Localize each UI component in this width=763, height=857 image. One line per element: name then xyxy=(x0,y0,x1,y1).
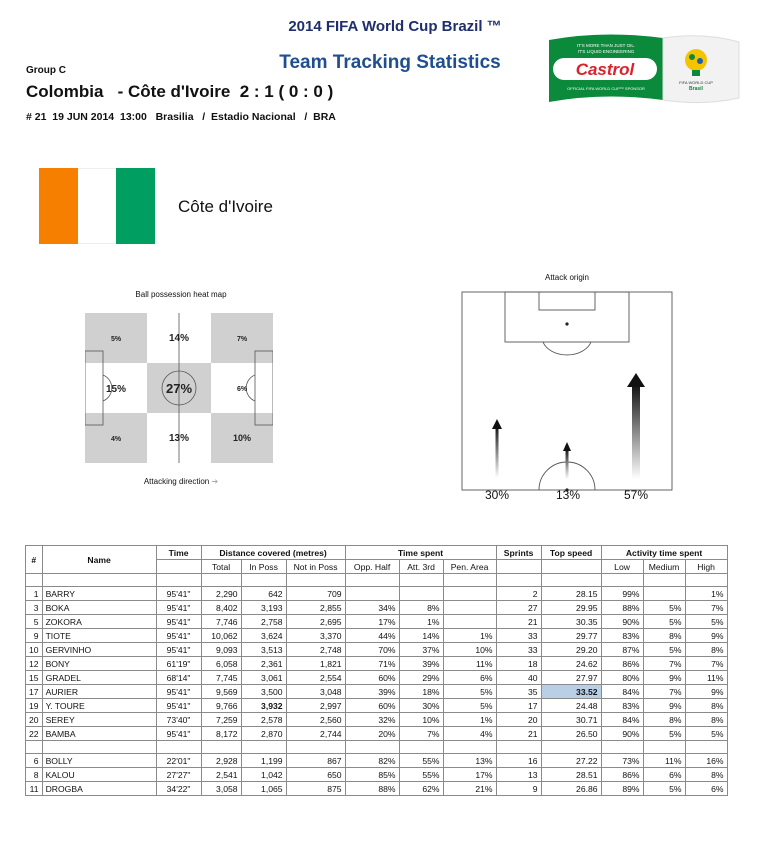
cell-not-in-poss: 2,695 xyxy=(286,615,345,629)
cell-in-poss: 2,870 xyxy=(241,727,286,741)
possession-heatmap xyxy=(85,313,273,463)
cell-name: AURIER xyxy=(42,685,156,699)
cell-att-3rd: 10% xyxy=(399,713,443,727)
cell-high: 8% xyxy=(685,643,727,657)
cell-in-poss: 3,193 xyxy=(241,601,286,615)
cell-low: 86% xyxy=(601,768,643,782)
cell-num: 20 xyxy=(26,713,43,727)
cell-sprints: 21 xyxy=(496,615,541,629)
cell-pen-area: 1% xyxy=(443,713,496,727)
cell-opp-half: 70% xyxy=(345,643,399,657)
cell-opp-half: 44% xyxy=(345,629,399,643)
cell-name: BONY xyxy=(42,657,156,671)
cell-name: BOKA xyxy=(42,601,156,615)
cell-pen-area: 21% xyxy=(443,782,496,796)
col-name: Name xyxy=(42,546,156,574)
cell-name: KALOU xyxy=(42,768,156,782)
player-stats-table xyxy=(25,545,728,796)
col-high: High xyxy=(685,560,727,574)
cell-top-speed: 29.77 xyxy=(541,629,601,643)
cell-name: Y. TOURE xyxy=(42,699,156,713)
cell-not-in-poss: 875 xyxy=(286,782,345,796)
cell-total: 3,058 xyxy=(201,782,241,796)
attack-arrow-left xyxy=(492,419,502,478)
table-row xyxy=(26,699,728,713)
cell-in-poss: 3,061 xyxy=(241,671,286,685)
cell-num: 3 xyxy=(26,601,43,615)
cell-name: TIOTE xyxy=(42,629,156,643)
cell-time: 95'41" xyxy=(156,727,201,741)
cell-name: DROGBA xyxy=(42,782,156,796)
cell-in-poss: 3,513 xyxy=(241,643,286,657)
cell-not-in-poss: 650 xyxy=(286,768,345,782)
cell-pen-area: 6% xyxy=(443,671,496,685)
heatmap-cell-bot-left: 4% xyxy=(110,436,122,443)
cell-num: 15 xyxy=(26,671,43,685)
cell-medium: 11% xyxy=(643,754,685,768)
cell-total: 2,541 xyxy=(201,768,241,782)
cell-name: BARRY xyxy=(42,587,156,601)
cell-medium: 5% xyxy=(643,782,685,796)
cell-opp-half: 20% xyxy=(345,727,399,741)
cell-medium: 9% xyxy=(643,699,685,713)
col-num: # xyxy=(26,546,43,574)
team-name: Côte d'Ivoire xyxy=(178,197,273,216)
cell-top-speed: 30.35 xyxy=(541,615,601,629)
cell-medium: 8% xyxy=(643,629,685,643)
cell-in-poss: 3,932 xyxy=(241,699,286,713)
col-time: Time xyxy=(156,546,201,560)
cell-in-poss: 2,758 xyxy=(241,615,286,629)
attack-origin-pitch xyxy=(461,291,673,491)
table-row xyxy=(26,657,728,671)
heatmap-cell-center: 27% xyxy=(165,381,193,396)
cell-opp-half: 85% xyxy=(345,768,399,782)
cell-top-speed: 24.48 xyxy=(541,699,601,713)
cell-total: 7,745 xyxy=(201,671,241,685)
match-meta: # 21 19 JUN 2014 13:00 Brasilia / Estadio Nacional / BRA xyxy=(26,111,336,123)
cell-high: 9% xyxy=(685,629,727,643)
cell-opp-half: 71% xyxy=(345,657,399,671)
cell-opp-half: 39% xyxy=(345,685,399,699)
cell-num: 8 xyxy=(26,768,43,782)
cell-name: BOLLY xyxy=(42,754,156,768)
cell-total: 8,172 xyxy=(201,727,241,741)
cell-sprints: 17 xyxy=(496,699,541,713)
cell-total: 2,928 xyxy=(201,754,241,768)
svg-text:Brasil: Brasil xyxy=(689,86,703,92)
table-row xyxy=(26,671,728,685)
cell-medium: 8% xyxy=(643,713,685,727)
cell-low: 99% xyxy=(601,587,643,601)
cell-sprints: 33 xyxy=(496,643,541,657)
cell-time: 95'41" xyxy=(156,587,201,601)
cell-time: 95'41" xyxy=(156,643,201,657)
cell-low: 84% xyxy=(601,685,643,699)
cell-in-poss: 642 xyxy=(241,587,286,601)
cell-num: 19 xyxy=(26,699,43,713)
cell-name: GERVINHO xyxy=(42,643,156,657)
cell-total: 10,062 xyxy=(201,629,241,643)
cell-opp-half: 60% xyxy=(345,699,399,713)
cell-name: BAMBA xyxy=(42,727,156,741)
col-top-speed: Top speed xyxy=(541,546,601,560)
attack-origin-title: Attack origin xyxy=(544,273,590,282)
castrol-wordmark: Castrol xyxy=(575,60,635,79)
cell-in-poss: 1,042 xyxy=(241,768,286,782)
cell-total: 8,402 xyxy=(201,601,241,615)
cell-sprints: 2 xyxy=(496,587,541,601)
cell-time: 73'40" xyxy=(156,713,201,727)
cell-high: 1% xyxy=(685,587,727,601)
attack-arrow-right xyxy=(627,373,645,479)
cell-high: 8% xyxy=(685,699,727,713)
cell-opp-half: 82% xyxy=(345,754,399,768)
arrow-right-icon: ➔ xyxy=(211,477,219,486)
cell-pen-area xyxy=(443,615,496,629)
cell-opp-half: 34% xyxy=(345,601,399,615)
cell-low: 86% xyxy=(601,657,643,671)
cell-low: 73% xyxy=(601,754,643,768)
cell-low: 88% xyxy=(601,601,643,615)
cell-top-speed: 29.95 xyxy=(541,601,601,615)
cell-att-3rd: 8% xyxy=(399,601,443,615)
cell-high: 6% xyxy=(685,782,727,796)
cell-high: 5% xyxy=(685,727,727,741)
attack-arrow-center xyxy=(563,442,571,479)
cell-time: 95'41" xyxy=(156,629,201,643)
cell-low: 83% xyxy=(601,699,643,713)
cell-name: GRADEL xyxy=(42,671,156,685)
cell-time: 95'41" xyxy=(156,699,201,713)
cell-in-poss: 2,361 xyxy=(241,657,286,671)
cell-pen-area: 5% xyxy=(443,699,496,713)
cell-medium: 9% xyxy=(643,671,685,685)
svg-text:IT'S MORE THAN JUST OIL.: IT'S MORE THAN JUST OIL. xyxy=(576,43,636,48)
cell-pen-area xyxy=(443,587,496,601)
col-pen-area: Pen. Area xyxy=(443,560,496,574)
cell-in-poss: 1,199 xyxy=(241,754,286,768)
svg-text:IT'S LIQUID ENGINEERING: IT'S LIQUID ENGINEERING xyxy=(577,49,635,54)
heatmap-cell-top-right: 7% xyxy=(236,336,248,343)
cell-total: 7,746 xyxy=(201,615,241,629)
cell-att-3rd: 37% xyxy=(399,643,443,657)
cell-sprints: 18 xyxy=(496,657,541,671)
cell-not-in-poss: 2,744 xyxy=(286,727,345,741)
col-distance: Distance covered (metres) xyxy=(201,546,345,560)
attack-origin-right-pct: 57% xyxy=(623,488,649,502)
table-row xyxy=(26,643,728,657)
col-not-in-poss: Not in Poss xyxy=(286,560,345,574)
cell-sprints: 35 xyxy=(496,685,541,699)
report-subtitle: Team Tracking Statistics xyxy=(279,52,501,73)
svg-text:OFFICIAL FIFA WORLD CUP™ SPONS: OFFICIAL FIFA WORLD CUP™ SPONSOR xyxy=(567,86,645,91)
cell-top-speed: 33.52 xyxy=(541,685,601,699)
col-sprints: Sprints xyxy=(496,546,541,560)
table-row xyxy=(26,615,728,629)
cell-opp-half: 32% xyxy=(345,713,399,727)
cell-sprints: 40 xyxy=(496,671,541,685)
cell-low: 89% xyxy=(601,782,643,796)
heatmap-cell-bot-mid: 13% xyxy=(168,433,190,444)
cell-att-3rd: 18% xyxy=(399,685,443,699)
cell-att-3rd xyxy=(399,587,443,601)
castrol-sponsor-logo xyxy=(543,30,741,110)
cell-pen-area: 4% xyxy=(443,727,496,741)
table-row xyxy=(26,685,728,699)
table-row xyxy=(26,754,728,768)
cell-time: 95'41" xyxy=(156,601,201,615)
cell-medium: 5% xyxy=(643,727,685,741)
cell-top-speed: 26.50 xyxy=(541,727,601,741)
match-score: Colombia - Côte d'Ivoire 2 : 1 ( 0 : 0 ) xyxy=(26,82,334,101)
cell-total: 9,766 xyxy=(201,699,241,713)
cell-medium xyxy=(643,587,685,601)
cell-medium: 5% xyxy=(643,601,685,615)
cell-in-poss: 3,624 xyxy=(241,629,286,643)
cell-not-in-poss: 2,997 xyxy=(286,699,345,713)
col-in-poss: In Poss xyxy=(241,560,286,574)
col-total: Total xyxy=(201,560,241,574)
cell-sprints: 13 xyxy=(496,768,541,782)
group-label: Group C xyxy=(26,65,66,76)
cell-att-3rd: 55% xyxy=(399,768,443,782)
cell-name: ZOKORA xyxy=(42,615,156,629)
cell-top-speed: 27.22 xyxy=(541,754,601,768)
cell-medium: 7% xyxy=(643,657,685,671)
cell-in-poss: 3,500 xyxy=(241,685,286,699)
cell-high: 7% xyxy=(685,657,727,671)
table-row xyxy=(26,768,728,782)
cell-high: 8% xyxy=(685,713,727,727)
cell-medium: 7% xyxy=(643,685,685,699)
cell-att-3rd: 29% xyxy=(399,671,443,685)
cell-time: 95'41" xyxy=(156,685,201,699)
cell-top-speed: 26.86 xyxy=(541,782,601,796)
attacking-direction-label: Attacking direction ➔ xyxy=(143,477,219,486)
cell-att-3rd: 39% xyxy=(399,657,443,671)
heatmap-title: Ball possession heat map xyxy=(135,290,227,299)
cell-high: 8% xyxy=(685,768,727,782)
cell-not-in-poss: 3,048 xyxy=(286,685,345,699)
cell-sprints: 27 xyxy=(496,601,541,615)
cell-medium: 5% xyxy=(643,643,685,657)
cell-low: 90% xyxy=(601,727,643,741)
svg-text:FIFA WORLD CUP: FIFA WORLD CUP xyxy=(679,80,713,85)
cell-att-3rd: 1% xyxy=(399,615,443,629)
cell-opp-half xyxy=(345,587,399,601)
cell-total: 9,569 xyxy=(201,685,241,699)
cell-not-in-poss: 2,554 xyxy=(286,671,345,685)
cell-num: 11 xyxy=(26,782,43,796)
table-row xyxy=(26,713,728,727)
cell-medium: 5% xyxy=(643,615,685,629)
cell-att-3rd: 14% xyxy=(399,629,443,643)
cell-num: 22 xyxy=(26,727,43,741)
cell-not-in-poss: 2,855 xyxy=(286,601,345,615)
heatmap-cell-mid-right: 6% xyxy=(236,386,248,393)
cell-time: 27'27" xyxy=(156,768,201,782)
col-low: Low xyxy=(601,560,643,574)
spacer-row xyxy=(26,741,728,754)
cell-top-speed: 27.97 xyxy=(541,671,601,685)
cell-num: 17 xyxy=(26,685,43,699)
cell-time: 34'22" xyxy=(156,782,201,796)
cell-sprints: 9 xyxy=(496,782,541,796)
cell-top-speed: 28.51 xyxy=(541,768,601,782)
cell-sprints: 21 xyxy=(496,727,541,741)
heatmap-cell-bot-right: 10% xyxy=(232,433,252,443)
cell-num: 5 xyxy=(26,615,43,629)
cell-sprints: 33 xyxy=(496,629,541,643)
cell-in-poss: 1,065 xyxy=(241,782,286,796)
cell-in-poss: 2,578 xyxy=(241,713,286,727)
attack-origin-left-pct: 30% xyxy=(484,488,510,502)
cell-pen-area xyxy=(443,601,496,615)
cell-num: 6 xyxy=(26,754,43,768)
cell-total: 9,093 xyxy=(201,643,241,657)
cell-num: 1 xyxy=(26,587,43,601)
cell-low: 84% xyxy=(601,713,643,727)
cell-high: 11% xyxy=(685,671,727,685)
cell-num: 9 xyxy=(26,629,43,643)
cell-medium: 6% xyxy=(643,768,685,782)
table-header-row xyxy=(26,546,728,560)
cell-pen-area: 11% xyxy=(443,657,496,671)
table-row xyxy=(26,601,728,615)
cell-high: 7% xyxy=(685,601,727,615)
cell-top-speed: 29.20 xyxy=(541,643,601,657)
cell-time: 22'01" xyxy=(156,754,201,768)
cell-total: 6,058 xyxy=(201,657,241,671)
cell-total: 2,290 xyxy=(201,587,241,601)
cell-not-in-poss: 1,821 xyxy=(286,657,345,671)
heatmap-cell-top-mid: 14% xyxy=(168,333,190,344)
cell-not-in-poss: 867 xyxy=(286,754,345,768)
cell-sprints: 20 xyxy=(496,713,541,727)
cell-att-3rd: 7% xyxy=(399,727,443,741)
cell-num: 10 xyxy=(26,643,43,657)
cell-low: 90% xyxy=(601,615,643,629)
cell-att-3rd: 55% xyxy=(399,754,443,768)
cell-name: SEREY xyxy=(42,713,156,727)
table-row xyxy=(26,727,728,741)
cell-att-3rd: 62% xyxy=(399,782,443,796)
cell-pen-area: 13% xyxy=(443,754,496,768)
cell-pen-area: 1% xyxy=(443,629,496,643)
cell-att-3rd: 30% xyxy=(399,699,443,713)
col-att-3rd: Att. 3rd xyxy=(399,560,443,574)
cell-high: 9% xyxy=(685,685,727,699)
cell-top-speed: 30.71 xyxy=(541,713,601,727)
cell-not-in-poss: 2,560 xyxy=(286,713,345,727)
cell-low: 87% xyxy=(601,643,643,657)
cell-opp-half: 88% xyxy=(345,782,399,796)
cell-opp-half: 60% xyxy=(345,671,399,685)
cell-time: 95'41" xyxy=(156,615,201,629)
col-medium: Medium xyxy=(643,560,685,574)
col-opp-half: Opp. Half xyxy=(345,560,399,574)
cell-num: 12 xyxy=(26,657,43,671)
cell-pen-area: 10% xyxy=(443,643,496,657)
spacer-row xyxy=(26,574,728,587)
cell-time: 68'14" xyxy=(156,671,201,685)
cell-not-in-poss: 709 xyxy=(286,587,345,601)
cell-low: 83% xyxy=(601,629,643,643)
cell-high: 16% xyxy=(685,754,727,768)
report-title: 2014 FIFA World Cup Brazil ™ xyxy=(288,18,502,35)
cell-sprints: 16 xyxy=(496,754,541,768)
heatmap-cell-top-left: 5% xyxy=(110,336,122,343)
cell-pen-area: 5% xyxy=(443,685,496,699)
cell-not-in-poss: 3,370 xyxy=(286,629,345,643)
table-row xyxy=(26,587,728,601)
team-flag xyxy=(39,168,155,244)
cell-not-in-poss: 2,748 xyxy=(286,643,345,657)
col-time-spent: Time spent xyxy=(345,546,496,560)
cell-low: 80% xyxy=(601,671,643,685)
table-row xyxy=(26,782,728,796)
cell-high: 5% xyxy=(685,615,727,629)
cell-total: 7,259 xyxy=(201,713,241,727)
cell-top-speed: 28.15 xyxy=(541,587,601,601)
attack-origin-center-pct: 13% xyxy=(555,488,581,502)
cell-opp-half: 17% xyxy=(345,615,399,629)
col-activity: Activity time spent xyxy=(601,546,727,560)
cell-pen-area: 17% xyxy=(443,768,496,782)
cell-top-speed: 24.62 xyxy=(541,657,601,671)
table-row xyxy=(26,629,728,643)
cell-time: 61'19" xyxy=(156,657,201,671)
heatmap-cell-mid-left: 15% xyxy=(105,384,127,395)
